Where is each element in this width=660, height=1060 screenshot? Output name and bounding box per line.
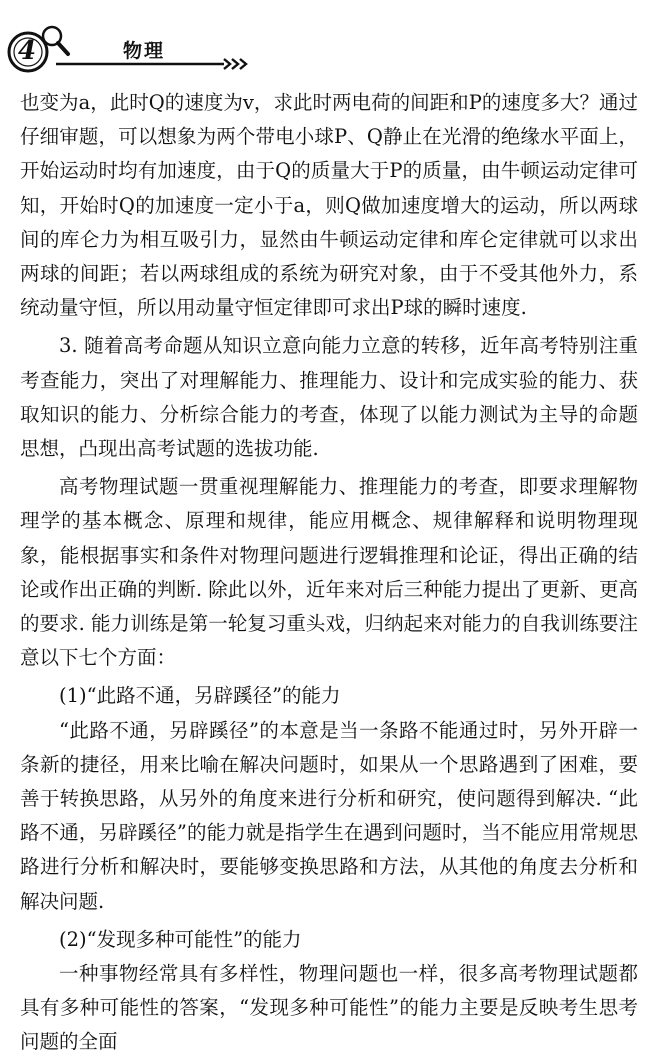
subheading: (1)“此路不通，另辟蹊径”的能力 [59, 684, 341, 708]
paragraph: 3. 随着高考命题从知识立意向能力立意的转移，近年高考特别注重考查能力，突出了对理解能力、推理能力、设计和完成实验的能力、获取知识的能力、分析综合能力的考查，体现了以能力测试为主导的命题思想，凸现出高考试题的选拔功能. [20, 334, 638, 461]
body-text [20, 86, 638, 1060]
paragraph: 一种事物经常具有多样性，物理问题也一样，很多高考物理试题都具有多种可能性的答案，“发现多种可能性”的能力主要是反映考生思考问题的全面 [20, 962, 638, 1054]
section-title: 物理 [123, 40, 166, 62]
paragraph: “此路不通，另辟蹊径”的本意是当一条路不能通过时，另外开辟一条新的捷径，用来比喻在解决问题时，如果从一个思路遇到了困难，要善于转换思路，从另外的角度来进行分析和研究，使问题得到解决. “此路不通，另辟蹊径”的能力就是指学生在遇到问题时，当不能应用常规思路进行分析和解决时，要能够变换思路和方法，从其他的角度去分析和解决问题. [20, 718, 638, 913]
page-number: 4 [18, 36, 37, 66]
subheading: (2)“发现多种可能性”的能力 [59, 927, 302, 951]
paragraph: 也变为a，此时Q的速度为v，求此时两电荷的间距和P的速度多大？通过仔细审题，可以想象为两个带电小球P、Q静止在光滑的绝缘水平面上，开始运动时均有加速度，由于Q的质量大于P的质量，由牛顿运动定律可知，开始时Q的加速度一定小于a，则Q做加速度增大的运动，所以两球间的库仑力为相互吸引力，显然由牛顿运动定律和库仑定律就可以求出两球的间距；若以两球组成的系统为研究对象，由于不受其他外力，系统动量守恒，所以用动量守恒定律即可求出P球的瞬时速度. [20, 91, 638, 320]
arrow-rule-icon [56, 58, 256, 70]
page-header [0, 0, 660, 84]
paragraph: 高考物理试题一贯重视理解能力、推理能力的考查，即要求理解物理学的基本概念、原理和规律，能应用概念、规律解释和说明物理现象，能根据事实和条件对物理问题进行逻辑推理和论证，得出正确的结论或作出正确的判断. 除此以外，近年来对后三种能力提出了更新、更高的要求. 能力训练是第一轮复习重头戏，归纳起来对能力的自我训练要注意以下七个方面： [20, 475, 638, 670]
